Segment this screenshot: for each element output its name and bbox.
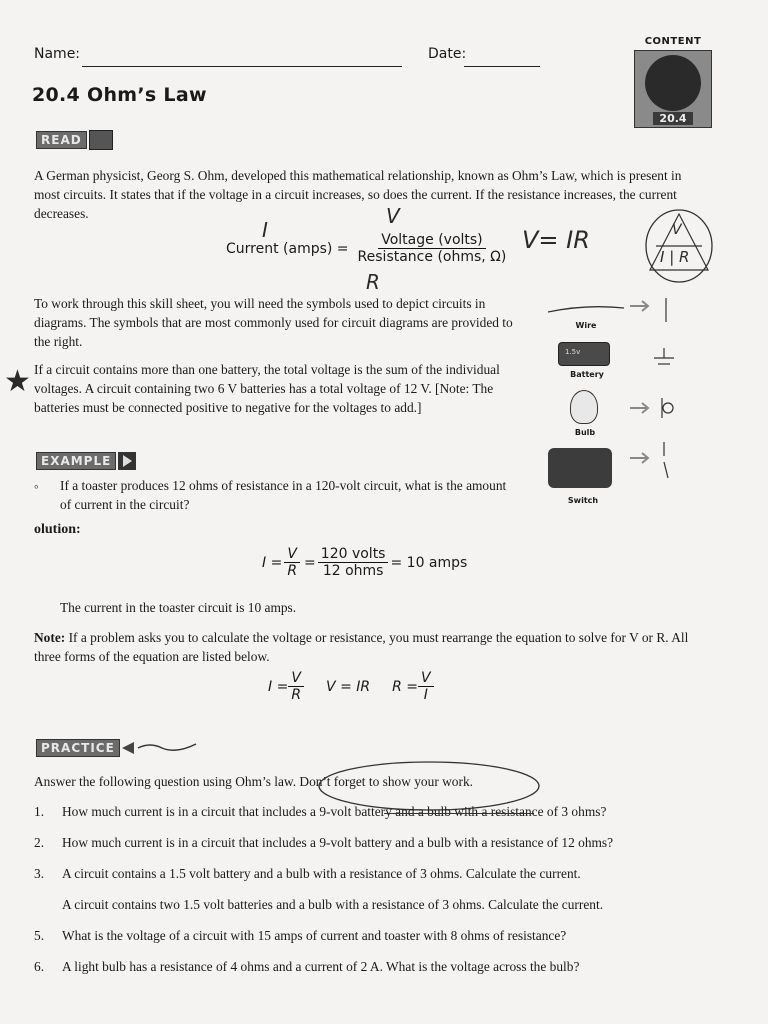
content-badge [632, 36, 714, 128]
handwritten-star: ★ [4, 364, 31, 399]
date-label: Date: [428, 46, 467, 62]
solution-v: V [284, 546, 300, 563]
form-r-lhs: R = [392, 678, 419, 695]
practice-label: PRACTICE [36, 739, 120, 757]
form-i-den: R [291, 687, 302, 703]
pencil-scribble-icon [120, 738, 200, 758]
handwritten-v-equals-ir: V= IR [522, 226, 590, 254]
battery-label: Battery [570, 370, 604, 379]
arrow-switch-icon [630, 453, 648, 463]
badge-box [634, 50, 712, 128]
solution-i: I = [262, 554, 283, 571]
question-number: 3. [34, 866, 45, 881]
switch-label: Switch [567, 496, 599, 505]
arrow-wire-icon [630, 301, 648, 311]
switch-symbol-icon [664, 442, 668, 478]
badge-label: CONTENT [644, 36, 702, 47]
battery-symbol-icon [654, 348, 674, 364]
example-question: If a toaster produces 12 ohms of resistance in a 120-volt circuit, what is the amount of current in the circuit? [60, 478, 507, 512]
date-line[interactable] [464, 66, 540, 67]
question-text: A light bulb has a resistance of 4 ohms and a current of 2 A. What is the voltage across the bulb? [62, 959, 580, 974]
triangle-top: V [672, 222, 682, 238]
question-2 [34, 835, 714, 851]
read-section-label [36, 130, 113, 150]
question-4 [34, 897, 714, 913]
question-text: How much current is in a circuit that includes a 9-volt battery and a bulb with a resistance of 3 ohms? [62, 804, 607, 819]
solution-result: = 10 amps [390, 554, 468, 571]
formula-numerator: Voltage (volts) [378, 232, 485, 249]
schematic-symbols [628, 296, 688, 486]
read-label: READ [36, 131, 87, 149]
form-v: V = IR [326, 678, 371, 695]
form-r-den: I [423, 687, 428, 703]
solution-text: The current in the toaster circuit is 10 amps. [60, 600, 297, 615]
triangle-circle-icon [644, 208, 714, 284]
solution-num: 120 volts [318, 546, 389, 563]
bulb-symbol-icon [662, 398, 673, 418]
handwritten-r: R [366, 270, 380, 294]
note-bold: Note: [34, 630, 66, 645]
example-bullet: ◦ [34, 479, 39, 494]
wire-label: Wire [575, 321, 597, 330]
handwritten-i: I [262, 218, 268, 242]
symbols-paragraph: To work through this skill sheet, you will need the symbols used to depict circuits in diagrams. The symbols that are most commonly used for circuit diagrams are provided to the right. [34, 296, 513, 349]
symbol-bulb [560, 390, 610, 442]
arrow-bulb-icon [630, 403, 648, 413]
solution-equation: I = $\frac{V}{R}$ = $\frac{\text{120 volts}}{\text{12 ohms}}$ = 10 amps [262, 546, 468, 579]
solution-r: R [287, 563, 298, 579]
formula-denominator: Resistance (ohms, Ω) [357, 249, 507, 265]
question-text: A circuit contains a 1.5 volt battery and a bulb with a resistance of 3 ohms. Calculate the current. [62, 866, 581, 881]
handwritten-triangle [644, 208, 714, 284]
strikethrough-mark [384, 813, 534, 814]
example-section-label [36, 452, 136, 470]
question-6 [34, 959, 714, 975]
name-line[interactable] [82, 66, 402, 67]
badge-disc-icon [645, 55, 701, 111]
practice-section-label [36, 738, 200, 758]
equation-forms [268, 670, 434, 703]
ohms-law-formula [226, 232, 509, 265]
symbol-wire [546, 302, 626, 328]
question-1 [34, 804, 714, 820]
intro-paragraph: A German physicist, Georg S. Ohm, developed this mathematical relationship, known as Ohm’s Law, which is present in most circuits. It states that if the voltage in a circuit increases, so does the current. If the resistance increases, the current decreases. [34, 168, 682, 221]
battery-cell-label: 1.5v [565, 348, 581, 356]
note-text: If a problem asks you to calculate the voltage or resistance, you must rearrange the equation to solve for V or R. All three forms of the equation are listed below. [34, 630, 689, 664]
formula-lhs: Current (amps) = [226, 240, 349, 257]
solution-label: olution: [34, 522, 81, 537]
triangle-bottom: I | R [660, 248, 690, 266]
switch-icon [548, 448, 612, 488]
wire-icon [546, 302, 626, 316]
bulb-label: Bulb [574, 428, 596, 437]
note-paragraph [34, 628, 714, 666]
badge-number: 20.4 [653, 112, 693, 125]
practice-intro: Answer the following question using Ohm’s law. Don’t forget to show your work. [34, 774, 473, 789]
play-icon [118, 452, 136, 470]
bulb-icon [570, 390, 598, 424]
question-number: 2. [34, 835, 45, 850]
question-text: How much current is in a circuit that includes a 9-volt battery and a bulb with a resistance of 12 ohms? [62, 835, 614, 850]
question-number: 1. [34, 804, 45, 819]
battery-icon [558, 342, 610, 366]
form-i-num: V [288, 670, 304, 687]
symbol-battery [548, 342, 626, 388]
solution-den: 12 ohms [322, 563, 384, 579]
question-3 [34, 866, 714, 882]
name-label: Name: [34, 46, 81, 62]
symbol-switch [548, 448, 618, 510]
book-icon [89, 130, 113, 150]
question-text: What is the voltage of a circuit with 15 amps of current and toaster with 8 ohms of resistance? [62, 928, 567, 943]
question-5 [34, 928, 714, 944]
question-text: A circuit contains two 1.5 volt batteries and a bulb with a resistance of 3 ohms. Calculate the current. [62, 897, 604, 912]
example-label: EXAMPLE [36, 452, 116, 470]
handwritten-v: V [386, 204, 400, 228]
question-number: 5. [34, 928, 45, 943]
page-title: 20.4 Ohm’s Law [32, 84, 207, 106]
question-number: 6. [34, 959, 45, 974]
form-i-lhs: I = [268, 678, 289, 695]
battery-paragraph: If a circuit contains more than one battery, the total voltage is the sum of the individual voltages. A circuit containing two 6 V batteries has a total voltage of 12 V. [Note: The batteries must be connected positive to negative for the voltages to add.] [34, 362, 500, 415]
form-r-num: V [418, 670, 434, 687]
